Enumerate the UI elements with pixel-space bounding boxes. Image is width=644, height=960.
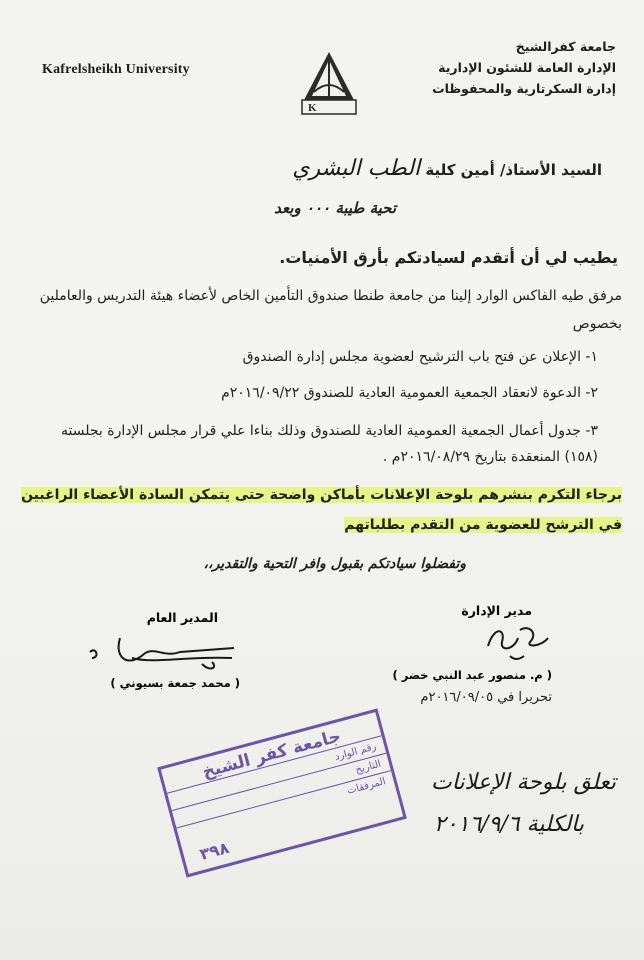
stamp-head: جامعة كفر الشيخ bbox=[200, 726, 343, 783]
closing-line: وتفضلوا سيادتكم بقبول وافر التحية والتقدير،، bbox=[203, 556, 466, 572]
incoming-stamp bbox=[157, 708, 407, 877]
university-logo bbox=[294, 48, 364, 118]
handwritten-note-line2: بالكلية ٢٠١٦/٩/٦ bbox=[433, 812, 584, 837]
handwritten-note-line1: تعلق بلوحة الإعلانات bbox=[431, 770, 616, 795]
signature-name-right: ( م. منصور عبد النبي خضر ) bbox=[392, 668, 552, 682]
stamp-row: التاريخ bbox=[172, 753, 391, 828]
body-paragraph: مرفق طيه الفاكس الوارد إلينا من جامعة طنطا صندوق التأمين الخاص لأعضاء هيئة التدريس والعاملين بخصوص bbox=[39, 288, 622, 332]
addressee-label: السيد الأستاذ/ أمين كلية bbox=[425, 161, 602, 179]
addressee-handwritten: الطب البشري bbox=[292, 156, 421, 181]
university-name-en: Kafrelsheikh University bbox=[42, 62, 190, 77]
list-item: ١- الإعلان عن فتح باب الترشيح لعضوية مجلس إدارة الصندوق bbox=[242, 349, 598, 365]
signature-name-left: ( محمد جمعة بسيوني ) bbox=[110, 676, 240, 690]
stamp-row: المرفقات bbox=[176, 770, 395, 845]
signature-title-right: مدير الإدارة bbox=[461, 603, 532, 618]
date-line: تحريرا في ٢٠١٦/٠٩/٠٥م bbox=[420, 690, 552, 705]
request-text: برجاء التكرم بنشرهم بلوحة الإعلانات بأماكن واضحة حتى يتمكن السادة الأعضاء الراغبين في الترشح للعضوية من التقدم بطلباتهم bbox=[21, 487, 622, 533]
header-line: جامعة كفرالشيخ bbox=[515, 39, 616, 54]
header-line: إدارة السكرتارية والمحفوظات bbox=[432, 81, 616, 96]
list-item: ٢- الدعوة لانعقاد الجمعية العمومية العادية للصندوق ٢٠١٦/٠٩/٢٢م bbox=[221, 385, 598, 401]
signature-title-left: المدير العام bbox=[146, 610, 218, 625]
intro-line: يطيب لي أن أتقدم لسيادتكم بأرق الأمنيات. bbox=[279, 248, 618, 267]
stamp-row: رقم الوارد bbox=[167, 735, 386, 810]
highlighted-request bbox=[14, 480, 622, 540]
greeting: تحية طيبة ٠٠٠ وبعد bbox=[274, 199, 396, 217]
signature-right-mark bbox=[480, 616, 560, 666]
svg-text:K: K bbox=[308, 102, 317, 114]
stamp-number: ٣٩٨ bbox=[197, 838, 231, 864]
addressee bbox=[292, 156, 602, 181]
list-item: ٣- جدول أعمال الجمعية العمومية العادية للصندوق وذلك بناءا علي قرار مجلس الإدارة بجلسته (١٥٨) المنعقدة بتاريخ ٢٠١٦/٠٨/٢٩م . bbox=[61, 423, 598, 465]
header-arabic bbox=[376, 36, 616, 99]
header-line: الإدارة العامة للشئون الإدارية bbox=[438, 60, 616, 75]
signature-left-mark bbox=[84, 628, 244, 678]
